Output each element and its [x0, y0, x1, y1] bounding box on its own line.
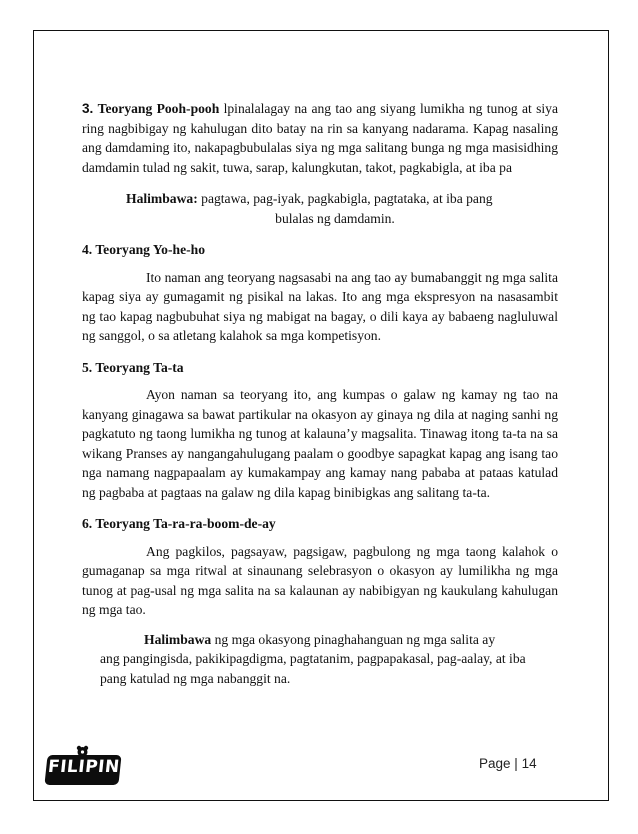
section-5-heading: 5. Teoryang Ta-ta	[82, 359, 184, 375]
section-6-heading: 6. Teoryang Ta-ra-ra-boom-de-ay	[82, 516, 276, 531]
section-6-example-text-2: ang pangingisda, pakikipagdigma, pagtatanim, pagpapakasal, pag-aalay, at iba pang katulad ng mga nabanggit na.	[100, 651, 526, 686]
section-6-example-line-1	[100, 630, 534, 650]
section-6-example	[100, 630, 534, 689]
filipino-logo	[46, 745, 136, 790]
page-separator: |	[514, 756, 518, 771]
section-6-example-text-1: ng mga okasyong pinaghahanguan ng mga salita ay	[214, 631, 496, 647]
page-number	[479, 756, 537, 771]
logo-text: FILIPINO	[46, 757, 136, 777]
page-frame-top	[33, 30, 609, 31]
section-3-example-text: pagtawa, pag-iyak, pagkabigla, pagtataka, at iba pang	[201, 191, 493, 206]
page-frame-bottom	[33, 800, 609, 801]
section-3-number: 3.	[82, 101, 94, 116]
page-number-value: 14	[521, 756, 537, 771]
section-4-body: Ito naman ang teoryang nagsasabi na ang tao ay bumabanggit ng mga salita kapag siya ay gumagamit ng pisikal na lakas. Ito ang mga ekspresyon na nasasambit ng tao kapag nagbubuhat siya ng mabigat na bagay, o dili kaya ay babaeng nagluluwal ng sanggol, o sa atletang kalahok sa mga kompetisyon.	[82, 269, 558, 343]
section-4-heading: 4. Teoryang Yo-he-ho	[82, 242, 205, 257]
section-3-paragraph	[82, 99, 558, 177]
page-content	[82, 99, 558, 688]
section-5-body: Ayon naman sa teoryang ito, ang kumpas o galaw ng kamay ng tao na kanyang ginagawa sa bawat partikular na okasyon ay ginaya ng dila at naging sanhi ng pagkatuto ng taong lumikha ng tunog at kalauna’y magsalita. Tinawag itong ta-ta na sa wikang Pranses ay nangangahulugang paalam o goodbye sapagkat kapag ang isang tao nga namang nagpapaalam ay kumakampay ang kamay nang pababa at pataas katulad ng pagbaba at pagtaas na galaw ng dila kapag binibigkas ang salitang ta-ta.	[82, 387, 558, 500]
section-6-example-label: Halimbawa	[144, 631, 212, 647]
section-6-body: Ang pagkilos, pagsayaw, pagsigaw, pagbulong ng mga taong kalahok o gumaganap sa mga ritwal at sinaunang selebrasyon o okasyon ay lumilikha ng mga tunog at pag-usal ng mga salita na sa kalaunan ay nabibigyan ng kaukulang kahulugan ng mga tao.	[82, 543, 558, 617]
section-3-example-text-2: bulalas ng damdamin.	[275, 210, 395, 226]
section-3-example-label: Halimbawa:	[126, 191, 198, 206]
page-label: Page	[479, 756, 511, 771]
page-frame-right	[608, 30, 609, 801]
section-3-title: Teoryang Pooh-pooh	[97, 101, 220, 116]
section-3-example	[126, 189, 544, 228]
section-3-body: lpinalalagay na ang tao ang siyang lumikha ng tunog at siya ring nagbibigay ng kahulugan dito batay na rin sa kanyang nadarama. Kapag nasaling ang damdaming ito, nakapagbubulalas siya ng mga salitang bunga ng mga masisidhing damdamin tulad ng sakit, tuwa, sarap, kalungkutan, takot, pagkabigla, at iba pa	[82, 101, 559, 175]
page-frame-left	[33, 30, 34, 801]
